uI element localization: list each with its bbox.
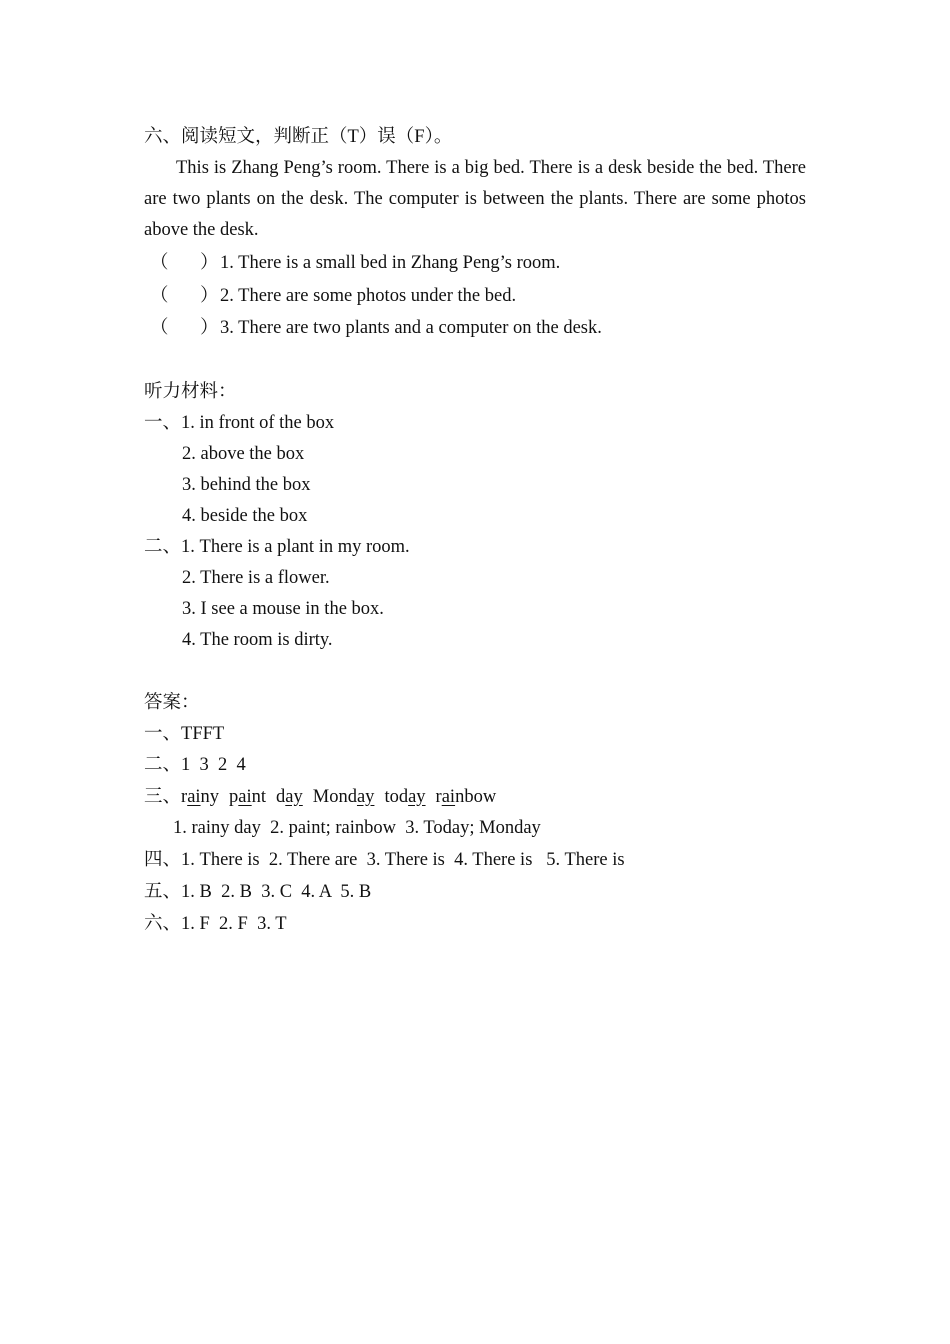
phonics-word: rainbow (435, 786, 497, 807)
answer-blank: （ ） (150, 318, 219, 338)
question-text: 3. There are two plants and a computer on the desk. (220, 318, 602, 338)
answer-line-3b: 1. rainy day 2. paint; rainbow 3. Today; Monday (173, 817, 541, 838)
question-text: 2. There are some photos under the bed. (220, 285, 517, 306)
answer-line-3: 三、rainy paint day Monday today rainbow (144, 786, 497, 807)
passage-text: This is Zhang Peng’s room. There is a big bed. There is a desk beside the bed. There are two plants on the desk. The computer is between the plants. There are some photos above the desk. (144, 158, 806, 240)
listening-part1-item: 一、1. in front of the box (144, 412, 335, 433)
reading-passage (144, 153, 806, 246)
question-row (144, 312, 806, 345)
answer-blank: （ ） (150, 285, 219, 306)
answer-line-6: 六、1. F 2. F 3. T (144, 913, 287, 934)
document-page (144, 122, 806, 940)
listening-part1-item: 4. beside the box (182, 505, 308, 526)
answer-blank: （ ） (150, 253, 219, 273)
phonics-word: rainy (181, 786, 220, 807)
listening-part2-item: 2. There is a flower. (182, 567, 330, 588)
phonics-word: Monday (312, 786, 375, 807)
answers-title: 答案： (144, 692, 200, 713)
phonics-word: today (384, 786, 426, 807)
question-row (144, 280, 806, 313)
answer-line-5: 五、1. B 2. B 3. C 4. A 5. B (144, 881, 372, 902)
listening-part2-item: 二、1. There is a plant in my room. (144, 536, 410, 557)
listening-part1-item: 2. above the box (182, 443, 305, 464)
answer-line-1: 一、TFFT (144, 723, 225, 744)
answer-line-2: 二、1 3 2 4 (144, 754, 246, 775)
answer-line-4: 四、1. There is 2. There are 3. There is 4. There is 5. There is (144, 849, 625, 870)
listening-part1-item: 3. behind the box (182, 474, 311, 495)
listening-title: 听力材料： (144, 381, 237, 402)
listening-part2-item: 4. The room is dirty. (182, 629, 333, 650)
phonics-word: day (276, 786, 303, 807)
question-row (144, 247, 806, 280)
spacer (144, 656, 806, 688)
listening-part2-item: 3. I see a mouse in the box. (182, 598, 384, 619)
phonics-word: paint (229, 786, 267, 807)
section6-title: 六、阅读短文，判断正（T）误（F）。 (144, 127, 453, 147)
question-text: 1. There is a small bed in Zhang Peng’s room. (220, 253, 561, 273)
spacer (144, 345, 806, 377)
